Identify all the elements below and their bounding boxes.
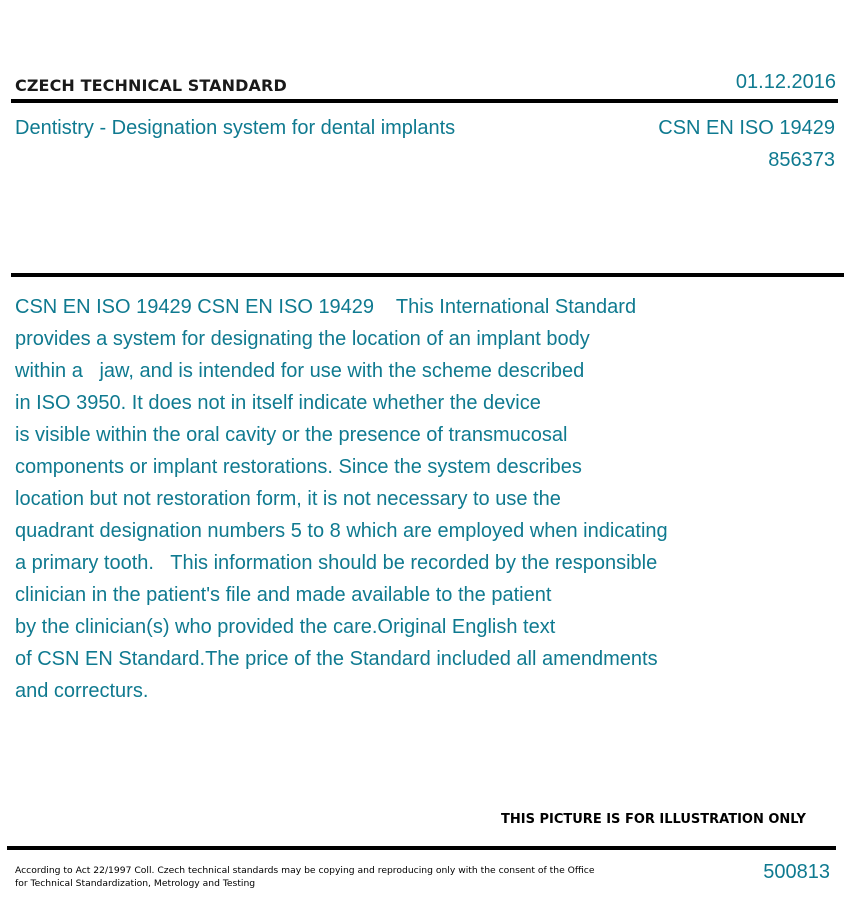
abstract-line: components or implant restorations. Since the system describes — [15, 456, 582, 478]
footer-code: 500813 — [763, 861, 830, 883]
classification-number: 856373 — [768, 149, 835, 171]
section-divider — [11, 273, 844, 277]
legal-notice — [15, 864, 595, 890]
abstract-line: by the clinician(s) who provided the care.Original English text — [15, 616, 556, 638]
standard-number: CSN EN ISO 19429 — [658, 117, 835, 139]
abstract-line: within a jaw, and is intended for use with the scheme described — [15, 360, 585, 382]
header-title: CZECH TECHNICAL STANDARD — [15, 76, 287, 95]
abstract-line: clinician in the patient's file and made available to the patient — [15, 584, 552, 606]
abstract-line: and correcturs. — [15, 680, 149, 702]
abstract-line: provides a system for designating the location of an implant body — [15, 328, 590, 350]
legal-notice-line: for Technical Standardization, Metrology and Testing — [15, 878, 256, 889]
abstract-line: is visible within the oral cavity or the presence of transmucosal — [15, 424, 568, 446]
abstract-text — [15, 291, 735, 707]
abstract-line: quadrant designation numbers 5 to 8 which are employed when indicating — [15, 520, 668, 542]
document-title: Dentistry - Designation system for dental implants — [15, 117, 456, 139]
abstract-line: of CSN EN Standard.The price of the Standard included all amendments — [15, 648, 658, 670]
abstract-line: a primary tooth. This information should be recorded by the responsible — [15, 552, 658, 574]
footer-divider — [7, 846, 836, 850]
header-divider — [11, 99, 838, 103]
abstract-line: location but not restoration form, it is not necessary to use the — [15, 488, 561, 510]
legal-notice-line: According to Act 22/1997 Coll. Czech technical standards may be copying and reproducing only with the consent of the Office — [15, 865, 595, 876]
abstract-line: CSN EN ISO 19429 CSN EN ISO 19429 This International Standard — [15, 296, 637, 318]
header-date: 01.12.2016 — [735, 71, 836, 93]
abstract-line: in ISO 3950. It does not in itself indicate whether the device — [15, 392, 541, 414]
illustration-notice: THIS PICTURE IS FOR ILLUSTRATION ONLY — [501, 812, 806, 827]
